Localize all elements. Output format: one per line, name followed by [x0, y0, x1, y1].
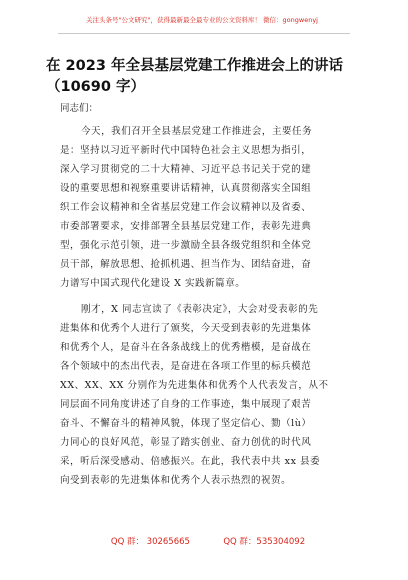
paragraph-2-line: 进集体和优秀个人进行了颁奖，今天受到表彰的先进集体: [60, 323, 312, 334]
paragraph-1-line: 员干部，解放思想、抢抓机遇、担当作为、团结奋进，奋: [60, 259, 312, 270]
header-divider: [58, 33, 350, 34]
paragraph-1-line: 设的重要思想和视察重要讲话精神，认真贯彻落实全国组: [60, 183, 312, 194]
paragraph-2-line: 和优秀个人，是奋斗在各条战线上的优秀楷模，是奋战在: [60, 342, 312, 353]
paragraph-2-line: 采，听后深受感动、倍感振兴。在此，我代表中共 xx 县委: [60, 456, 321, 467]
footer: [60, 534, 356, 550]
paragraph-1-line: 深入学习贯彻党的二十大精神、习近平总书记关于党的建: [60, 164, 312, 175]
title-word-count: （10690 字）: [46, 79, 145, 95]
paragraph-1-line: 今天，我们召开全县基层党建工作推进会，主要任务: [81, 126, 313, 137]
paragraph-2-line: 奋斗、不懈奋斗的精神风貌，体现了坚定信心、勠（lù）: [60, 418, 312, 429]
document-body: [60, 122, 356, 490]
document-title: [46, 56, 366, 97]
paragraph-2-line: 各个领域中的杰出代表，是奋进在各项工作里的标兵模范: [60, 361, 312, 372]
paragraph-1-line: 织工作会议精神和全省基层党建工作会议精神以及省委、: [60, 202, 312, 213]
paragraph-2-line: XX、XX、XX 分别作为先进集体和优秀个人代表发言，从不: [60, 380, 329, 391]
paragraph-2-line: 同层面不同角度讲述了自身的工作事迹，集中展现了艰苦: [60, 399, 312, 410]
paragraph-2-line: 刚才，X 同志宣读了《表彰决定》，大会对受表彰的先: [81, 304, 319, 315]
paragraph-1-line: 市委部署要求，安排部署全县基层党建工作，表彰先进典: [60, 221, 312, 232]
paragraph-2-line: 力同心的良好风范，彰显了踏实创业、奋力创优的时代风: [60, 437, 312, 448]
paragraph-2-line: 向受到表彰的先进集体和优秀个人表示热烈的祝贺。: [60, 475, 292, 486]
greeting: 同志们：: [60, 103, 99, 114]
paragraph-1-line: 型，强化示范引领，进一步激励全县各级党组织和全体党: [60, 240, 312, 251]
header-banner: 关注头条号"公文研究"，获得最新最全最专业的公文资料库！ 微信：gongwenyj: [86, 16, 318, 24]
paragraph-1-line: 力谱写中国式现代化建设 X 实践新篇章。: [60, 278, 246, 289]
footer-qq-group-2: QQ 群：535304092: [223, 537, 306, 547]
title-line-1: 在 2023 年全县基层党建工作推进会上的讲话: [46, 58, 343, 74]
paragraph-1-line: 是：坚持以习近平新时代中国特色社会主义思想为指引，: [60, 145, 312, 156]
footer-qq-group-1: QQ 群： 30265665: [110, 537, 190, 547]
